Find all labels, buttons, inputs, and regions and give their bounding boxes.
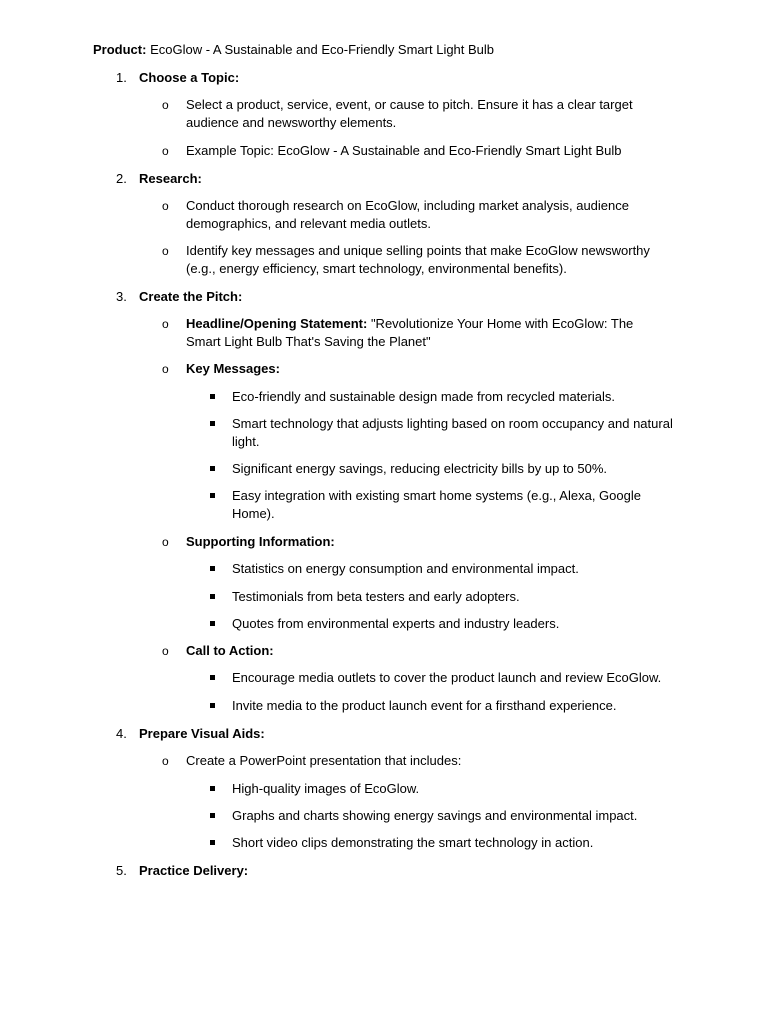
list-item: Testimonials from beta testers and early adopters. [232,589,520,604]
section-number: 2. [116,171,127,186]
sub-bullet-marker: o [162,644,169,658]
sub-bullet-marker: o [162,362,169,376]
section-number: 5. [116,863,127,878]
item-label: Supporting Information: [186,534,335,549]
list-item: Identify key messages and unique selling points that make EcoGlow newsworthy (e.g., energy efficiency, smart technology, environmental benefits). [186,243,650,276]
list-item: Invite media to the product launch event for a firsthand experience. [232,698,617,713]
list-item: Easy integration with existing smart home systems (e.g., Alexa, Google Home). [232,488,641,521]
list-item: Eco-friendly and sustainable design made from recycled materials. [232,389,615,404]
square-bullet-icon [210,566,215,571]
product-line [93,41,494,59]
sub-bullet-marker: o [162,244,169,258]
square-bullet-icon [210,840,215,845]
item-label: Key Messages: [186,361,280,376]
item-text: "Revolutionize Your Home with EcoGlow: The Smart Light Bulb That's Saving the Planet" [186,316,634,349]
sub-bullet-marker: o [162,317,169,331]
list-item: Conduct thorough research on EcoGlow, including market analysis, audience demographics, and relevant media outlets. [186,198,629,231]
section-title: Research: [139,171,202,186]
square-bullet-icon [210,786,215,791]
section-title: Create the Pitch: [139,289,243,304]
sub-bullet-marker: o [162,98,169,112]
section-title: Prepare Visual Aids: [139,726,265,741]
list-item: Significant energy savings, reducing electricity bills by up to 50%. [232,461,608,476]
sub-bullet-marker: o [162,199,169,213]
list-item: Select a product, service, event, or cause to pitch. Ensure it has a clear target audience and newsworthy elements. [186,97,633,130]
list-item: Short video clips demonstrating the smart technology in action. [232,835,594,850]
square-bullet-icon [210,621,215,626]
square-bullet-icon [210,675,215,680]
list-item: Encourage media outlets to cover the product launch and review EcoGlow. [232,670,662,685]
section-title: Choose a Topic: [139,70,240,85]
list-item [186,315,666,351]
list-item: Graphs and charts showing energy savings and environmental impact. [232,808,638,823]
sub-bullet-marker: o [162,144,169,158]
list-item: Statistics on energy consumption and environmental impact. [232,561,579,576]
square-bullet-icon [210,421,215,426]
list-item: Smart technology that adjusts lighting based on room occupancy and natural light. [232,416,673,449]
square-bullet-icon [210,813,215,818]
sub-bullet-marker: o [162,754,169,768]
section-number: 4. [116,726,127,741]
square-bullet-icon [210,703,215,708]
square-bullet-icon [210,493,215,498]
list-item: Quotes from environmental experts and industry leaders. [232,616,560,631]
product-value: EcoGlow - A Sustainable and Eco-Friendly Smart Light Bulb [150,42,495,57]
list-item: Example Topic: EcoGlow - A Sustainable and Eco-Friendly Smart Light Bulb [186,143,622,158]
item-label: Call to Action: [186,643,274,658]
section-title: Practice Delivery: [139,863,249,878]
square-bullet-icon [210,394,215,399]
list-item: High-quality images of EcoGlow. [232,781,420,796]
section-number: 1. [116,70,127,85]
sub-bullet-marker: o [162,535,169,549]
list-item: Create a PowerPoint presentation that includes: [186,753,462,768]
item-label: Headline/Opening Statement: [186,316,368,331]
product-label: Product: [93,42,147,57]
square-bullet-icon [210,466,215,471]
square-bullet-icon [210,594,215,599]
section-number: 3. [116,289,127,304]
